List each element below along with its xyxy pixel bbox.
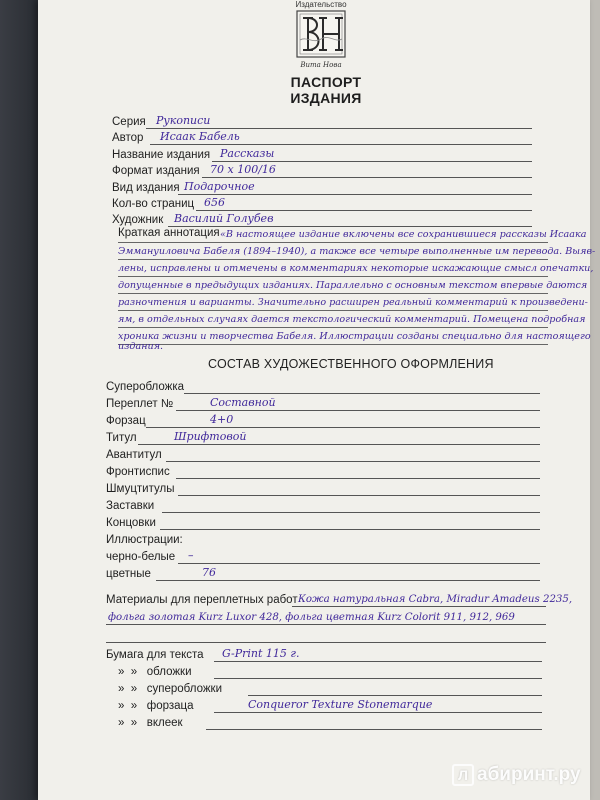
annotation-line	[118, 310, 548, 311]
paper-label: » » суперобложки	[118, 683, 223, 695]
annotation-text-line: «В настоящее издание включены все сохранившиеся рассказы Исаака	[220, 229, 587, 240]
paper-dust-jacket	[118, 678, 542, 696]
annotation-text-line: лены, исправлены и отмечены в комментариях некоторые искажающие смысл опечатки,	[118, 263, 594, 274]
annotation-label: Краткая аннотация	[118, 227, 220, 239]
annotation-line	[118, 276, 548, 277]
paper-endpaper	[118, 695, 542, 713]
labirint-watermark	[452, 764, 581, 786]
field-artist-value: Василий Голубев	[174, 212, 274, 225]
materials-value-line1: Кожа натуральная Cabra, Miradur Amadeus 2235,	[298, 594, 573, 605]
field-format	[112, 160, 532, 178]
field-author	[112, 127, 532, 145]
paper-value: G-Print 115 г.	[222, 647, 300, 660]
design-field-label: Титул	[106, 432, 137, 444]
paper-label: » » форзаца	[118, 700, 194, 712]
design-field-color	[106, 563, 540, 581]
paper-label: » » обложки	[118, 666, 192, 678]
field-format-label: Формат издания	[112, 165, 200, 177]
design-field-value: 4+0	[210, 413, 234, 426]
design-field-value: 76	[202, 566, 216, 579]
publisher-label: Издательство	[295, 0, 347, 9]
field-edition-type-value: Подарочное	[184, 180, 255, 193]
annotation-line	[118, 293, 548, 294]
publisher-logo-caption: Вита Нова	[300, 61, 342, 69]
design-field-value: –	[188, 549, 194, 562]
field-author-value: Исаак Бабель	[160, 130, 240, 143]
field-page-count-label: Кол-во страниц	[112, 198, 195, 210]
design-field-line	[156, 580, 540, 581]
design-field-frontispiece	[106, 461, 540, 479]
design-field-label: Суперобложка	[106, 381, 185, 393]
field-artist	[112, 209, 532, 227]
paper-value: Conqueror Texture Stonemarque	[248, 698, 433, 711]
labirint-logo-icon: Л	[452, 764, 474, 786]
annotation-text-line: издания.	[118, 341, 164, 352]
annotation-line	[118, 242, 548, 243]
design-field-headpieces	[106, 495, 540, 513]
annotation-text-line: Эммануиловича Бабеля (1894–1940), а также все четыре выполненные им перевода. Выяв-	[118, 246, 596, 257]
design-field-label: Форзац	[106, 415, 146, 427]
field-edition-name-label: Название издания	[112, 149, 211, 161]
field-artist-line	[168, 226, 532, 227]
design-field-value: Шрифтовой	[174, 430, 247, 443]
design-field-illustrations	[106, 529, 540, 547]
materials-label: Материалы для переплетных работ	[106, 594, 298, 606]
design-field-label: Шмуцтитулы	[106, 483, 175, 495]
annotation-text-line: ям, в отдельных случаях дается текстологический комментарий. Помещена подробная	[118, 314, 586, 325]
annotation-text-line: разночтения и варианты. Значительно расширен реальный комментарий к произведени-	[118, 297, 588, 308]
field-artist-label: Художник	[112, 214, 164, 226]
materials-row	[106, 589, 573, 607]
design-field-tailpieces	[106, 512, 540, 530]
design-field-label: Фронтиспис	[106, 466, 170, 478]
paper-line	[206, 729, 542, 730]
annotation-text-line: допущенные в предыдущих изданиях. Параллельно с основным текстом впервые даются	[118, 280, 588, 291]
design-field-title-page	[106, 427, 540, 445]
materials-row-3	[106, 625, 546, 643]
field-format-value: 70 x 100/16	[210, 163, 276, 176]
design-field-label: цветные	[106, 568, 151, 580]
field-series-label: Серия	[112, 116, 146, 128]
design-field-label: черно-белые	[106, 551, 176, 563]
design-field-bw	[106, 546, 540, 564]
design-field-label: Авантитул	[106, 449, 162, 461]
page-title: ПАСПОРТ ИЗДАНИЯ	[290, 74, 362, 106]
design-field-value: Составной	[210, 396, 276, 409]
annotation-line	[118, 259, 548, 260]
field-edition-name-value: Рассказы	[220, 147, 275, 160]
design-field-dust-jacket	[106, 376, 540, 394]
paper-text	[106, 644, 542, 662]
design-field-binding	[106, 393, 540, 411]
section-title: СОСТАВ ХУДОЖЕСТВЕННОГО ОФОРМЛЕНИЯ	[208, 357, 494, 371]
paper-inserts	[118, 712, 542, 730]
design-field-section-titles	[106, 478, 540, 496]
paper-label: » » вклеек	[118, 717, 183, 729]
design-field-label: Концовки	[106, 517, 156, 529]
materials-row-2	[106, 607, 546, 625]
design-field-half-title	[106, 444, 540, 462]
field-edition-type-label: Вид издания	[112, 182, 180, 194]
annotation-text-line: хроника жизни и творчества Бабеля. Иллюстрации созданы специально для настоящего	[118, 331, 591, 342]
field-author-label: Автор	[112, 132, 144, 144]
materials-line	[106, 642, 546, 643]
paper-cover	[118, 661, 542, 679]
watermark-text: абиринт.ру	[477, 764, 581, 786]
field-page-count-value: 656	[204, 196, 225, 209]
design-field-label: Иллюстрации:	[106, 534, 183, 546]
paper-label: Бумага для текста	[106, 649, 204, 661]
publisher-logo-icon	[287, 10, 355, 70]
field-series-value: Рукописи	[156, 114, 211, 127]
annotation-line	[118, 344, 548, 345]
annotation-line	[118, 327, 548, 328]
design-field-label: Переплет №	[106, 398, 174, 410]
materials-value-line2: фольга золотая Kurz Luxor 428, фольга цветная Kurz Colorit 911, 912, 969	[108, 612, 515, 623]
design-field-endpaper	[106, 410, 540, 428]
design-field-label: Заставки	[106, 500, 155, 512]
